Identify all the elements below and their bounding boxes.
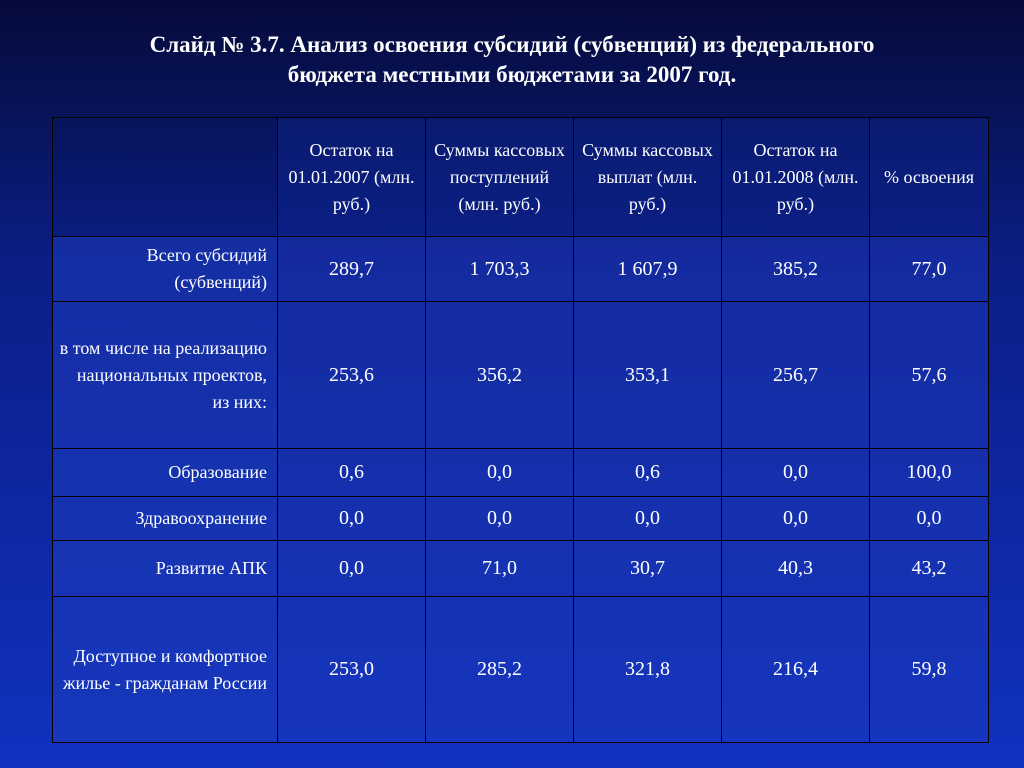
table-row — [53, 597, 989, 743]
table-cell: 0,0 — [278, 541, 426, 597]
row-label: Всего субсидий (субвенций) — [53, 237, 278, 302]
table-cell: 256,7 — [722, 302, 870, 449]
table-row — [53, 237, 989, 302]
table-cell: 71,0 — [426, 541, 574, 597]
subsidy-table — [52, 117, 989, 743]
header-cash-receipts: Суммы кассовых поступлений (млн. руб.) — [426, 118, 574, 237]
table-cell: 30,7 — [574, 541, 722, 597]
table-cell: 100,0 — [870, 449, 989, 497]
table-cell: 0,6 — [574, 449, 722, 497]
row-label: Здравоохранение — [53, 497, 278, 541]
table-cell: 1 607,9 — [574, 237, 722, 302]
table-row — [53, 302, 989, 449]
table-cell: 0,0 — [278, 497, 426, 541]
table-cell: 0,0 — [574, 497, 722, 541]
table-cell: 216,4 — [722, 597, 870, 743]
table-cell: 0,0 — [426, 449, 574, 497]
header-balance-2008: Остаток на 01.01.2008 (млн. руб.) — [722, 118, 870, 237]
table-cell: 253,6 — [278, 302, 426, 449]
table-cell: 0,6 — [278, 449, 426, 497]
table-cell: 0,0 — [870, 497, 989, 541]
table-cell: 289,7 — [278, 237, 426, 302]
table-cell: 59,8 — [870, 597, 989, 743]
row-label: Развитие АПК — [53, 541, 278, 597]
slide-title-line-2: бюджета местными бюджетами за 2007 год. — [287, 62, 737, 87]
table-row — [53, 541, 989, 597]
row-label: в том числе на реализацию национальных проектов, из них: — [53, 302, 278, 449]
table-cell: 43,2 — [870, 541, 989, 597]
header-corner-cell — [53, 118, 278, 237]
table-cell: 253,0 — [278, 597, 426, 743]
table-cell: 356,2 — [426, 302, 574, 449]
table-cell: 353,1 — [574, 302, 722, 449]
slide-title — [40, 30, 984, 90]
table-cell: 0,0 — [426, 497, 574, 541]
table-cell: 385,2 — [722, 237, 870, 302]
header-utilization-percent: % освоения — [870, 118, 989, 237]
row-label: Образование — [53, 449, 278, 497]
table-cell: 40,3 — [722, 541, 870, 597]
header-cash-payments: Суммы кассовых выплат (млн. руб.) — [574, 118, 722, 237]
header-balance-2007: Остаток на 01.01.2007 (млн. руб.) — [278, 118, 426, 237]
slide-title-line-1: Слайд № 3.7. Анализ освоения субсидий (субвенций) из федерального — [149, 32, 875, 57]
table-cell: 0,0 — [722, 497, 870, 541]
table-cell: 77,0 — [870, 237, 989, 302]
table-row — [53, 449, 989, 497]
table-header-row — [53, 118, 989, 237]
row-label: Доступное и комфортное жилье - гражданам России — [53, 597, 278, 743]
table-cell: 285,2 — [426, 597, 574, 743]
table-cell: 321,8 — [574, 597, 722, 743]
table-cell: 0,0 — [722, 449, 870, 497]
table-cell: 57,6 — [870, 302, 989, 449]
table-cell: 1 703,3 — [426, 237, 574, 302]
table-row — [53, 497, 989, 541]
